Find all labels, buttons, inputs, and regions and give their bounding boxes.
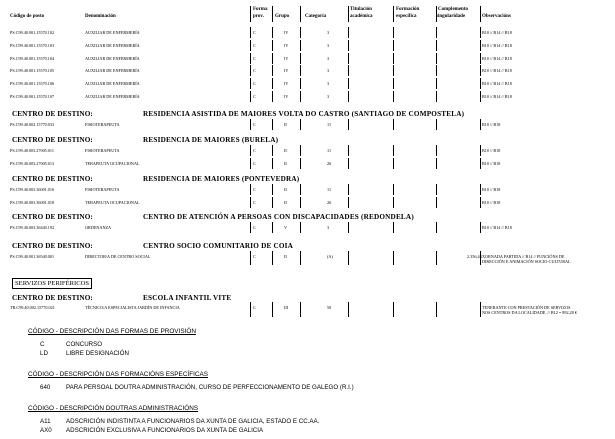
table-cell-name: TÉCNICO/A ESPECIALISTA JARDÍN DE INFANCIA bbox=[85, 305, 180, 310]
table-cell-categoria: 3 bbox=[327, 225, 330, 230]
table-rule bbox=[250, 6, 251, 22]
table-cell-code: PS.C99.40.001.15570.105 bbox=[10, 68, 55, 74]
table-cell-categoria: 26 bbox=[327, 160, 332, 166]
table-rule bbox=[480, 65, 481, 76]
table-rule bbox=[272, 119, 273, 130]
table-cell-code: PS.C99.40.003.36001.018 bbox=[10, 199, 55, 205]
table-rule bbox=[300, 197, 301, 208]
table-rule bbox=[300, 78, 301, 89]
table-cell-observacions: B10 // B14 // B18 bbox=[482, 55, 512, 61]
table-cell-categoria: 3 bbox=[327, 30, 330, 35]
table-rule bbox=[436, 91, 437, 102]
legend-desc: PARA PERSOAL DOUTRA ADMINISTRACIÓN, CURSO DE PERFECCIONAMENTO DE GALEGO (R.I.) bbox=[66, 384, 354, 391]
table-rule bbox=[436, 184, 437, 195]
table-rule bbox=[393, 78, 394, 89]
header-codigo: Código de posto bbox=[10, 14, 45, 19]
table-rule bbox=[393, 65, 394, 76]
legend-code: C bbox=[40, 341, 45, 348]
table-rule bbox=[480, 91, 481, 102]
table-rule bbox=[348, 27, 349, 38]
table-rule bbox=[300, 145, 301, 156]
table-rule bbox=[480, 145, 481, 156]
header-observacions: Observacións bbox=[482, 14, 511, 19]
table-cell-forma: C bbox=[253, 55, 256, 61]
table-rule bbox=[480, 27, 481, 38]
table-rule bbox=[272, 27, 273, 38]
table-rule bbox=[436, 222, 437, 233]
table-cell-code: PS.C99.40.001.15570.106 bbox=[10, 81, 55, 87]
table-cell-code: PS.C99.40.003.36440.192 bbox=[10, 225, 55, 230]
centro-destino-name: RESIDENCIA ASISTIDA DE MAIORES VOLTA DO CASTRO (SANTIAGO DE COMPOSTELA) bbox=[143, 110, 465, 118]
table-rule bbox=[250, 222, 251, 233]
table-rule bbox=[300, 91, 301, 102]
table-rule bbox=[300, 184, 301, 195]
table-cell-code: PS.C99.40.001.15570.104 bbox=[10, 55, 55, 61]
legend-code: 640 bbox=[40, 384, 51, 391]
table-rule bbox=[300, 302, 301, 317]
table-cell-forma: C bbox=[253, 305, 256, 310]
table-rule bbox=[393, 119, 394, 130]
table-rule bbox=[393, 145, 394, 156]
table-rule bbox=[250, 251, 251, 265]
table-rule bbox=[272, 158, 273, 169]
table-cell-grupo: II bbox=[284, 254, 287, 259]
table-cell-categoria: 26 bbox=[327, 199, 332, 205]
table-rule bbox=[393, 158, 394, 169]
table-cell-name: AUXILIAR DE ENFERMERÍA bbox=[85, 94, 140, 99]
table-rule bbox=[436, 302, 437, 317]
table-rule bbox=[348, 251, 349, 265]
table-rule bbox=[250, 184, 251, 195]
header-forma: Forma bbox=[253, 7, 268, 12]
table-cell-name: FISIOTERAPEUTA bbox=[85, 148, 120, 153]
table-rule bbox=[436, 53, 437, 64]
legend-desc: LIBRE DESIGNACIÓN bbox=[66, 350, 129, 357]
table-rule bbox=[250, 197, 251, 208]
table-rule bbox=[272, 91, 273, 102]
table-rule bbox=[436, 145, 437, 156]
table-rule bbox=[393, 222, 394, 233]
table-cell-forma: C bbox=[253, 68, 256, 74]
centro-destino-name: RESIDENCIA DE MAIORES (BURELA) bbox=[143, 136, 279, 144]
table-rule bbox=[250, 119, 251, 130]
table-rule bbox=[393, 6, 394, 22]
table-rule bbox=[436, 78, 437, 89]
table-rule bbox=[272, 197, 273, 208]
table-rule bbox=[300, 251, 301, 265]
centro-destino-label: CENTRO DE DESTINO: bbox=[12, 213, 93, 221]
table-rule bbox=[480, 302, 481, 317]
table-cell-name: AUXILIAR DE ENFERMERÍA bbox=[85, 42, 140, 48]
table-rule bbox=[436, 251, 437, 265]
table-cell-name: AUXILIAR DE ENFERMERÍA bbox=[85, 55, 140, 61]
table-rule bbox=[250, 40, 251, 51]
table-rule bbox=[300, 6, 301, 22]
table-cell-categoria: 11 bbox=[327, 187, 332, 192]
table-rule bbox=[348, 40, 349, 51]
table-cell-grupo: IV bbox=[284, 30, 289, 35]
centro-destino-label: CENTRO DE DESTINO: bbox=[12, 110, 93, 118]
centro-destino-name: ESCOLA INFANTIL VITE bbox=[143, 294, 232, 302]
table-rule bbox=[393, 197, 394, 208]
table-rule bbox=[250, 91, 251, 102]
header-denominacion: Denominación bbox=[85, 14, 116, 19]
table-cell-complemento: 2.356,44 bbox=[467, 254, 482, 259]
table-cell-observacions: B10 // B14 // B18 bbox=[482, 81, 512, 87]
table-cell-forma: C bbox=[253, 225, 256, 230]
table-cell-forma: C bbox=[253, 187, 256, 192]
table-cell-categoria: 3 bbox=[327, 55, 330, 61]
table-rule bbox=[348, 78, 349, 89]
legend-code: LD bbox=[40, 350, 48, 357]
table-rule bbox=[300, 119, 301, 130]
table-cell-categoria: 3 bbox=[327, 81, 330, 87]
table-cell-name: DIRECTOR/A DE CENTRO SOCIAL bbox=[85, 254, 151, 259]
table-cell-observacions: TENERANTE CON PRESTACIÓN DE SERVIZOS bbox=[482, 305, 571, 310]
table-rule bbox=[393, 53, 394, 64]
table-rule bbox=[348, 302, 349, 317]
table-rule bbox=[436, 40, 437, 51]
table-rule bbox=[300, 65, 301, 76]
table-cell-observacions: B10 // B14 // B18 bbox=[482, 225, 512, 230]
table-cell-forma: C bbox=[253, 30, 256, 35]
servizos-perifericos-box: SERVIZOS PERIFÉRICOS bbox=[12, 278, 92, 289]
table-rule bbox=[393, 184, 394, 195]
table-rule bbox=[272, 251, 273, 265]
table-rule bbox=[480, 78, 481, 89]
table-cell-forma: C bbox=[253, 94, 256, 99]
table-rule bbox=[393, 40, 394, 51]
centro-destino-name: CENTRO DE ATENCIÓN A PERSOAS CON DISCAPACIDADES (REDONDELA) bbox=[143, 213, 414, 221]
centro-destino-label: CENTRO DE DESTINO: bbox=[12, 242, 93, 250]
table-rule bbox=[348, 91, 349, 102]
table-rule bbox=[272, 222, 273, 233]
table-rule bbox=[348, 65, 349, 76]
table-cell-categoria: 11 bbox=[327, 148, 332, 153]
table-rule bbox=[250, 27, 251, 38]
centro-destino-name: RESIDENCIA DE MAIORES (PONTEVEDRA) bbox=[143, 175, 300, 183]
table-rule bbox=[436, 6, 437, 22]
table-cell-categoria: 3 bbox=[327, 68, 330, 74]
table-cell-name: AUXILIAR DE ENFERMERÍA bbox=[85, 81, 140, 87]
table-cell-name: FISIOTERAPEUTA bbox=[85, 187, 120, 192]
centro-destino-label: CENTRO DE DESTINO: bbox=[12, 294, 93, 302]
header-formacion-2: específica bbox=[396, 14, 417, 19]
table-cell-observacions: B10 // B18 bbox=[482, 122, 501, 127]
table-cell-name: AUXILIAR DE ENFERMERÍA bbox=[85, 30, 140, 35]
table-rule bbox=[300, 40, 301, 51]
table-cell-observacions: B10 // B18 bbox=[482, 148, 501, 153]
table-cell-grupo: V bbox=[284, 225, 288, 230]
table-rule bbox=[480, 222, 481, 233]
table-rule bbox=[250, 65, 251, 76]
table-cell-forma: C bbox=[253, 122, 256, 127]
table-rule bbox=[348, 184, 349, 195]
table-rule bbox=[348, 158, 349, 169]
table-rule bbox=[272, 65, 273, 76]
legend-title: CÓDIGO - DESCRIPCIÓN DAS FORMAS DE PROVISIÓN bbox=[28, 328, 196, 335]
table-rule bbox=[436, 197, 437, 208]
table-cell-observacions: B10 // B14 // B18 bbox=[482, 42, 512, 48]
table-cell-forma: C bbox=[253, 199, 256, 205]
header-titulacion-2: académica bbox=[350, 14, 373, 19]
table-rule bbox=[436, 119, 437, 130]
table-rule bbox=[348, 222, 349, 233]
table-rule bbox=[272, 53, 273, 64]
table-cell-grupo: II bbox=[284, 148, 287, 153]
table-cell-grupo: IV bbox=[284, 55, 289, 61]
header-forma-2: prov. bbox=[253, 14, 264, 19]
table-cell-observacions: B10 // B14 // B18 bbox=[482, 30, 512, 35]
table-cell-observacions-2: NOS CENTROS DA LOCALIDADE. // B12 = 892,20 € bbox=[482, 310, 577, 315]
table-rule bbox=[300, 158, 301, 169]
legend-title: CÓDIGO - DESCRIPCIÓN DAS FORMACIÓNS ESPECÍFICAS bbox=[28, 371, 209, 378]
legend-desc: CONCURSO bbox=[66, 341, 103, 348]
table-cell-categoria: 11 bbox=[327, 122, 332, 127]
table-cell-grupo: IV bbox=[284, 42, 289, 48]
table-rule bbox=[348, 53, 349, 64]
table-rule bbox=[272, 145, 273, 156]
table-rule bbox=[393, 302, 394, 317]
table-cell-code: PS.C99.40.003.27005.011 bbox=[10, 148, 54, 153]
centro-destino-label: CENTRO DE DESTINO: bbox=[12, 175, 93, 183]
table-cell-observacions: B10 // B18 bbox=[482, 160, 501, 166]
table-cell-name: FISIOTERAPEUTA bbox=[85, 122, 120, 127]
table-cell-observacions: B10 // B14 // B18 bbox=[482, 94, 512, 99]
table-rule bbox=[436, 65, 437, 76]
table-cell-name: AUXILIAR DE ENFERMERÍA bbox=[85, 68, 140, 74]
table-rule bbox=[480, 119, 481, 130]
header-formacion: Formación bbox=[396, 7, 420, 12]
table-rule bbox=[272, 40, 273, 51]
table-cell-name: TERAPEUTA OCUPACIONAL bbox=[85, 199, 140, 205]
header-complemento: Complemento bbox=[438, 7, 468, 12]
table-cell-observacions-2: DIRECCIÓN E ANIMACIÓN SOCIO-CULTURAL bbox=[482, 259, 571, 264]
table-cell-categoria: 50 bbox=[327, 305, 332, 310]
table-rule bbox=[300, 222, 301, 233]
table-cell-code: TR.C99.40.002.15770.021 bbox=[10, 305, 55, 310]
table-rule bbox=[300, 27, 301, 38]
table-cell-grupo: II bbox=[284, 122, 287, 127]
table-cell-code: PS.C99.40.003.36001.016 bbox=[10, 187, 55, 192]
legend-title: CÓDIGO - DESCRIPCIÓN DOUTRAS ADMINISTRACIÓNS bbox=[28, 405, 199, 412]
table-cell-code: PS.C99.40.001.36540.001 bbox=[10, 254, 55, 259]
table-cell-grupo: III bbox=[284, 305, 289, 310]
table-rule bbox=[348, 145, 349, 156]
table-rule bbox=[480, 184, 481, 195]
table-rule bbox=[250, 145, 251, 156]
table-rule bbox=[250, 302, 251, 317]
table-cell-categoria: 3 bbox=[327, 42, 330, 48]
header-grupo: Grupo bbox=[275, 14, 290, 19]
table-rule bbox=[393, 27, 394, 38]
table-cell-categoria: 3 bbox=[327, 94, 330, 99]
table-cell-observacions: XORNADA PARTIDA // B14 // FUNCIÓNS DE bbox=[482, 254, 565, 259]
table-cell-code: PS.C99.40.001.15570.107 bbox=[10, 94, 55, 99]
table-cell-name: TERAPEUTA OCUPACIONAL bbox=[85, 160, 140, 166]
table-cell-grupo: II bbox=[284, 187, 287, 192]
table-cell-name: ORDENANZA bbox=[85, 225, 112, 230]
table-rule bbox=[348, 197, 349, 208]
table-cell-forma: C bbox=[253, 148, 256, 153]
table-rule bbox=[250, 53, 251, 64]
table-rule bbox=[272, 184, 273, 195]
table-rule bbox=[480, 40, 481, 51]
table-rule bbox=[480, 197, 481, 208]
table-cell-forma: C bbox=[253, 160, 256, 166]
table-rule bbox=[300, 53, 301, 64]
table-rule bbox=[250, 158, 251, 169]
header-titulacion: Titulación bbox=[350, 7, 372, 12]
table-cell-forma: C bbox=[253, 81, 256, 87]
centro-destino-name: CENTRO SOCIO COMUNITARIO DE COIA bbox=[143, 242, 294, 250]
centro-destino-label: CENTRO DE DESTINO: bbox=[12, 136, 93, 144]
header-complemento-2: singularidade bbox=[436, 14, 466, 19]
table-cell-observacions: B10 // B18 bbox=[482, 187, 501, 192]
table-cell-grupo: IV bbox=[284, 68, 289, 74]
header-categoria: Categoría bbox=[305, 14, 327, 19]
table-cell-observacions: B10 // B18 bbox=[482, 199, 501, 205]
table-rule bbox=[436, 158, 437, 169]
legend-desc: ADSCRICIÓN EXCLUSIVA A FUNCIONARIOS DA XUNTA DE GALICIA bbox=[66, 427, 264, 434]
legend-desc: ADSCRICIÓN INDISTINTA A FUNCIONARIOS DA XUNTA DE GALICIA, ESTADO E CC.AA. bbox=[66, 418, 320, 425]
table-rule bbox=[348, 6, 349, 22]
table-rule bbox=[348, 119, 349, 130]
table-cell-forma: C bbox=[253, 254, 256, 259]
table-cell-code: PS.C99.40.001.15570.102 bbox=[10, 30, 55, 35]
table-cell-code: PS.C99.40.003.27005.013 bbox=[10, 160, 55, 166]
table-rule bbox=[393, 251, 394, 265]
table-rule bbox=[250, 78, 251, 89]
table-rule bbox=[480, 158, 481, 169]
table-cell-grupo: IV bbox=[284, 94, 289, 99]
table-cell-grupo: II bbox=[284, 199, 287, 205]
table-rule bbox=[436, 27, 437, 38]
table-cell-forma: C bbox=[253, 42, 256, 48]
table-cell-code: PS.C99.40.001.15570.103 bbox=[10, 42, 55, 48]
table-cell-observacions: B10 // B14 // B18 bbox=[482, 68, 512, 74]
table-rule bbox=[480, 6, 481, 22]
table-cell-grupo: IV bbox=[284, 81, 289, 87]
table-cell-grupo: II bbox=[284, 160, 287, 166]
table-rule bbox=[480, 251, 481, 265]
table-rule bbox=[393, 91, 394, 102]
table-cell-categoria: (A) bbox=[327, 254, 333, 259]
table-rule bbox=[272, 302, 273, 317]
legend-code: AX0 bbox=[40, 427, 52, 434]
table-rule bbox=[480, 53, 481, 64]
table-cell-code: PS.C99.40.002.15770.033 bbox=[10, 122, 55, 127]
table-rule bbox=[272, 6, 273, 22]
legend-code: A11 bbox=[40, 418, 51, 425]
table-rule bbox=[272, 78, 273, 89]
